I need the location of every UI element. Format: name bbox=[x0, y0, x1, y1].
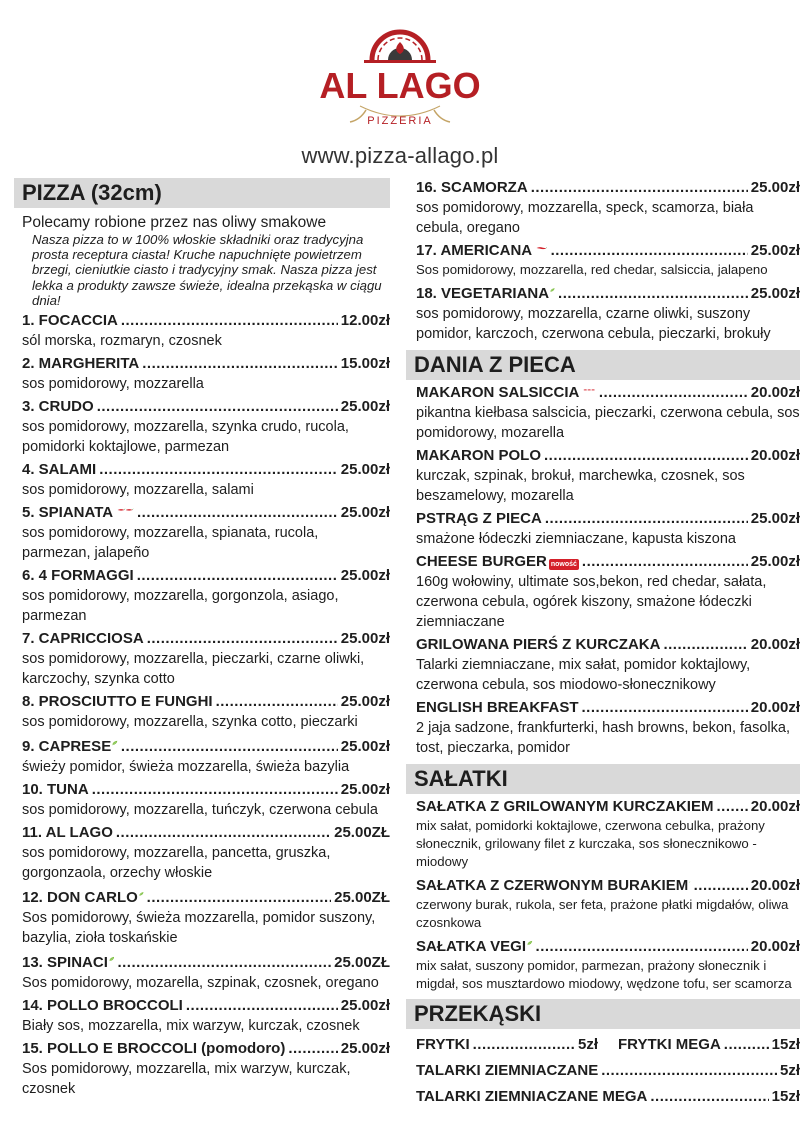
item-name: FRYTKI MEGA bbox=[618, 1036, 721, 1053]
item-name: TALARKI ZIEMNIACZANE bbox=[416, 1062, 599, 1079]
chili-pepper-icon bbox=[583, 383, 596, 397]
section-title-salads: SAŁATKI bbox=[406, 764, 800, 794]
menu-item bbox=[14, 1039, 390, 1099]
item-name: 8. PROSCIUTTO E FUNGHI bbox=[22, 693, 213, 711]
item-price: 20.00zł bbox=[750, 938, 800, 955]
menu-item bbox=[14, 311, 390, 351]
chili-pepper-icon bbox=[117, 503, 134, 517]
item-desc: mix sałat, pomidorki koktajlowe, czerwona cebulka, prażony słonecznik, grilowany filet z kurczaka, sos słonecznikowo - miodowy bbox=[416, 818, 765, 869]
item-name: 13. SPINACI bbox=[22, 954, 108, 972]
menu-item bbox=[406, 509, 800, 549]
item-desc: sos pomidorowy, mozzarella bbox=[22, 376, 204, 393]
menu-item bbox=[14, 460, 390, 500]
snacks-row bbox=[406, 1035, 800, 1055]
item-name: FRYTKI bbox=[416, 1036, 470, 1053]
menu-item bbox=[14, 886, 390, 948]
section-title-oven: DANIA Z PIECA bbox=[406, 350, 800, 380]
menu-item bbox=[14, 735, 390, 777]
brand-name: AL LAGO bbox=[320, 65, 480, 106]
item-desc: 2 jaja sadzone, frankfurterki, hash browns, bekon, fasolka, tost, pieczarka, pomidor bbox=[416, 720, 790, 756]
item-price: 25.00zł bbox=[340, 504, 390, 522]
menu-item bbox=[14, 780, 390, 820]
item-desc: 160g wołowiny, ultimate sos,bekon, red chedar, sałata, czerwona cebula, ogórek kiszony, smażone łódeczki ziemniaczane bbox=[416, 574, 767, 630]
menu-item bbox=[14, 503, 390, 563]
item-price: 25.00zł bbox=[750, 510, 800, 527]
item-name: ENGLISH BREAKFAST bbox=[416, 699, 579, 716]
item-price: 25.00zł bbox=[750, 179, 800, 196]
item-desc: Talarki ziemniaczane, mix sałat, pomidor koktajlowy, czerwona cebula, sos miodowo-słonecznikowy bbox=[416, 657, 751, 693]
item-desc: świeży pomidor, świeża mozzarella, świeża bazylia bbox=[22, 759, 350, 776]
item-price: 12.00zł bbox=[340, 312, 390, 330]
item-name: 17. AMERICANA bbox=[416, 242, 533, 259]
menu-item bbox=[406, 1061, 800, 1081]
menu-item bbox=[14, 354, 390, 394]
item-price: 25.00zł bbox=[750, 285, 800, 302]
item-price: 25.00zł bbox=[340, 461, 390, 479]
section-title-pizza: PIZZA (32cm) bbox=[14, 178, 390, 208]
item-desc: Sos pomidorowy, mozarella, szpinak, czosnek, oregano bbox=[22, 975, 379, 992]
menu-item bbox=[406, 698, 800, 758]
menu-item bbox=[406, 282, 800, 344]
vegetarian-leaf-icon bbox=[139, 886, 144, 902]
item-desc: sos pomidorowy, mozzarella, pieczarki, czarne oliwki, karczochy, szynka cotto bbox=[22, 651, 365, 688]
item-name: 7. CAPRICCIOSA bbox=[22, 630, 144, 648]
item-price: 25.00zł bbox=[340, 630, 390, 648]
item-name: 14. POLLO BROCCOLI bbox=[22, 997, 183, 1015]
brand-sub: PIZZERIA bbox=[367, 115, 433, 127]
menu-item bbox=[14, 629, 390, 689]
item-desc: Sos pomidorowy, świeża mozzarella, pomidor suszony, bazylia, zioła toskańskie bbox=[22, 910, 376, 947]
vegetarian-leaf-icon bbox=[527, 935, 533, 951]
item-desc: sól morska, rozmaryn, czosnek bbox=[22, 333, 222, 350]
item-name: 5. SPIANATA bbox=[22, 504, 114, 522]
item-desc: sos pomidorowy, mozzarella, pancetta, gruszka, gorgonzaola, orzechy włoskie bbox=[22, 845, 331, 882]
item-price: 20.00zł bbox=[750, 877, 800, 894]
item-name: MAKARON SALSICCIA bbox=[416, 384, 580, 401]
menu-item bbox=[406, 635, 800, 695]
pizza-tagline: Polecamy robione przez nas oliwy smakowe bbox=[22, 214, 327, 231]
item-desc: smażone łódeczki ziemniaczane, kapusta kiszona bbox=[416, 531, 736, 547]
new-badge: nowość bbox=[550, 561, 577, 568]
item-price: 15.00zł bbox=[340, 355, 390, 373]
menu-item bbox=[406, 1087, 800, 1107]
item-name: 9. CAPRESE bbox=[22, 738, 112, 756]
item-name: SAŁATKA Z GRILOWANYM KURCZAKIEM bbox=[416, 798, 714, 815]
item-price: 25.00ZŁ bbox=[334, 954, 390, 972]
item-name: SAŁATKA Z CZERWONYM BURAKIEM bbox=[416, 877, 689, 894]
menu-item bbox=[14, 823, 390, 883]
item-desc: sos pomidorowy, mozzarella, czarne oliwki, suszony pomidor, karczoch, czerwona cebula, pieczarki, brokuły bbox=[416, 306, 771, 342]
menu-item bbox=[14, 397, 390, 457]
menu-item bbox=[14, 692, 390, 732]
item-name: 6. 4 FORMAGGI bbox=[22, 567, 134, 585]
chili-pepper-icon bbox=[536, 241, 547, 255]
item-name: 2. MARGHERITA bbox=[22, 355, 140, 373]
vegetarian-leaf-icon bbox=[109, 951, 115, 967]
item-name: 11. AL LAGO bbox=[22, 824, 113, 842]
website-link[interactable]: www.pizza-allago.pl bbox=[301, 143, 499, 168]
item-price: 5zł bbox=[779, 1062, 800, 1079]
item-price: 15zł bbox=[771, 1036, 800, 1053]
menu-item bbox=[406, 178, 800, 238]
menu-item bbox=[406, 383, 800, 443]
vegetarian-leaf-icon bbox=[112, 735, 118, 751]
item-price: 25.00zł bbox=[340, 781, 390, 799]
vegetarian-leaf-icon bbox=[550, 282, 555, 298]
item-price: 20.00zł bbox=[750, 699, 800, 716]
item-price: 5zł bbox=[577, 1036, 598, 1053]
item-desc: sos pomidorowy, mozzarella, tuńczyk, czerwona cebula bbox=[22, 802, 378, 819]
menu-item bbox=[406, 446, 800, 506]
menu-column-right bbox=[406, 178, 800, 1107]
section-title-snacks: PRZEKĄSKI bbox=[406, 999, 800, 1029]
item-name: CHEESE BURGER bbox=[416, 553, 547, 570]
menu-item bbox=[14, 566, 390, 626]
item-price: 25.00zł bbox=[750, 553, 800, 570]
item-price: 25.00zł bbox=[340, 398, 390, 416]
item-desc: kurczak, szpinak, brokuł, marchewka, czosnek, sos beszamelowy, mozarella bbox=[416, 468, 745, 504]
item-name: 10. TUNA bbox=[22, 781, 89, 799]
item-price: 20.00zł bbox=[750, 636, 800, 653]
item-price: 25.00ZŁ bbox=[334, 889, 390, 907]
item-price: 25.00zł bbox=[340, 1040, 390, 1058]
item-name: 18. VEGETARIANA bbox=[416, 285, 550, 302]
item-desc: Sos pomidorowy, mozzarella, mix warzyw, kurczak, czosnek bbox=[22, 1061, 351, 1098]
item-name: 1. FOCACCIA bbox=[22, 312, 118, 330]
item-price: 20.00zł bbox=[750, 447, 800, 464]
item-desc: czerwony burak, rukola, ser feta, prażone płatki migdałów, oliwa czosnkowa bbox=[416, 897, 789, 930]
item-name: 4. SALAMI bbox=[22, 461, 97, 479]
item-desc: sos pomidorowy, mozzarella, speck, scamorza, biała cebula, oregano bbox=[416, 200, 754, 236]
menu-item bbox=[406, 797, 800, 871]
item-desc: sos pomidorowy, mozzarella, szynka cotto, pieczarki bbox=[22, 714, 358, 731]
item-name: GRILOWANA PIERŚ Z KURCZAKA bbox=[416, 636, 661, 653]
item-name: 12. DON CARLO bbox=[22, 889, 138, 907]
item-desc: sos pomidorowy, mozzarella, salami bbox=[22, 482, 254, 499]
menu-item bbox=[406, 874, 800, 932]
item-desc: sos pomidorowy, mozzarella, gorgonzola, asiago, parmezan bbox=[22, 588, 339, 625]
item-price: 25.00zł bbox=[340, 693, 390, 711]
item-desc: sos pomidorowy, mozzarella, spianata, rucola, parmezan, jalapeño bbox=[22, 525, 319, 562]
item-name: 3. CRUDO bbox=[22, 398, 94, 416]
item-name: MAKARON POLO bbox=[416, 447, 541, 464]
menu-item bbox=[14, 996, 390, 1036]
item-name: 16. SCAMORZA bbox=[416, 179, 528, 196]
vegetarian-leaf-icon bbox=[689, 874, 690, 890]
item-price: 25.00ZŁ bbox=[334, 824, 390, 842]
menu-item bbox=[406, 552, 800, 632]
item-price: 25.00zł bbox=[340, 738, 390, 756]
pizza-intro: Nasza pizza to w 100% włoskie składniki oraz tradycyjna prosta receptura ciasta! Kruche napuchnięte powietrzem brzegi, cieniutkie ciasto i tradycyjny smak. Nasza pizza jest lekka a produkty zawsze świeże, idealna przekąska w ciągu dnia! bbox=[32, 232, 382, 308]
brand-logo bbox=[320, 8, 480, 138]
item-price: 20.00zł bbox=[750, 798, 800, 815]
pizza-column-left bbox=[14, 178, 390, 1099]
item-desc: sos pomidorowy, mozzarella, szynka crudo, rucola, pomidorki koktajlowe, parmezan bbox=[22, 419, 349, 456]
item-price: 25.00zł bbox=[340, 567, 390, 585]
item-desc: mix sałat, suszony pomidor, parmezan, prażony słonecznik i migdał, sos musztardowo miodowy, wędzone tofu, ser scamorza bbox=[416, 958, 792, 991]
item-price: 15zł bbox=[771, 1088, 800, 1105]
item-desc: pikantna kiełbasa salscicia, pieczarki, czerwona cebula, sos pomidorowy, mozarella bbox=[416, 405, 800, 441]
menu-item bbox=[406, 935, 800, 993]
item-name: TALARKI ZIEMNIACZANE MEGA bbox=[416, 1088, 648, 1105]
item-name: PSTRĄG Z PIECA bbox=[416, 510, 542, 527]
menu-item bbox=[406, 241, 800, 279]
menu-item bbox=[14, 951, 390, 993]
item-desc: Sos pomidorowy, mozzarella, red chedar, salsiccia, jalapeno bbox=[416, 262, 768, 277]
item-desc: Biały sos, mozzarella, mix warzyw, kurczak, czosnek bbox=[22, 1018, 360, 1035]
item-name: SAŁATKA VEGI bbox=[416, 938, 527, 955]
item-name: 15. POLLO E BROCCOLI (pomodoro) bbox=[22, 1040, 286, 1058]
item-price: 25.00zł bbox=[750, 242, 800, 259]
item-price: 25.00zł bbox=[340, 997, 390, 1015]
item-price: 20.00zł bbox=[750, 384, 800, 401]
